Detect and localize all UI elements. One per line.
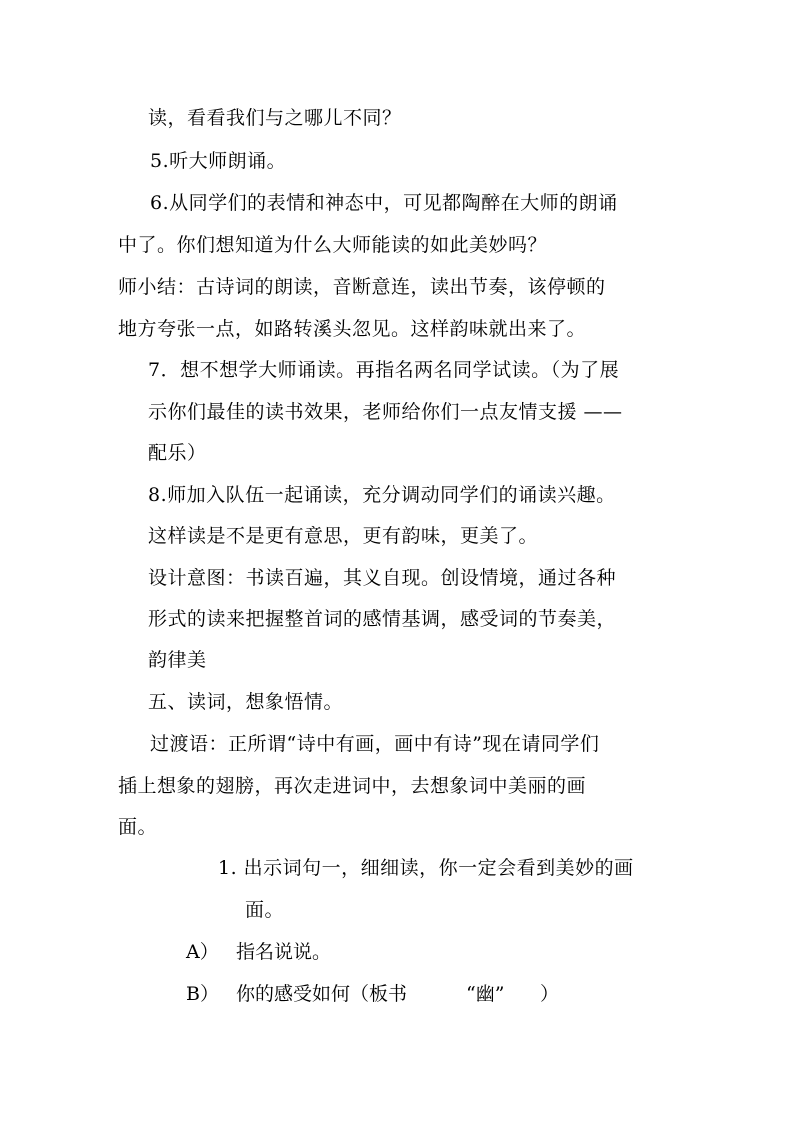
text-line-17: 插上想象的翅膀，再次走进词中，去想象词中美丽的画 [118,775,587,797]
text-line-12: 设计意图：书读百遍，其义自现。创设情境，通过各种 [148,567,617,589]
sub-item-b-close: ） [540,983,560,1005]
text-line-6: 地方夸张一点，如路转溪头忽见。这样韵味就出来了。 [118,318,587,340]
text-line-9: 配乐） [148,442,207,464]
text-line-11: 这样读是不是更有意思，更有韵味，更美了。 [148,525,539,547]
sub-item-a-marker: A） [186,941,219,963]
sub-item-a [186,940,219,964]
sub-item-b-marker: B） [186,983,219,1005]
text-line-1: 读，看看我们与之哪儿不同？ [148,107,402,129]
text-line-10: 8.师加入队伍一起诵读，充分调动同学们的诵读兴趣。 [148,484,616,506]
text-line-18: 面。 [118,816,158,838]
sub-item-a-text: 指名说说。 [236,941,332,963]
numbered-item-1: 1. 出示词句一，细细读，你一定会看到美妙的画 [218,857,634,879]
text-line-8: 示你们最佳的读书效果，老师给你们一点友情支援 —— [148,401,623,423]
text-line-14: 韵律美 [148,649,207,671]
text-line-16: 过渡语：正所谓“诗中有画，画中有诗”现在请同学们 [150,733,600,755]
numbered-item-1-cont: 面。 [245,899,285,921]
section-heading: 五、读词，想象悟情。 [148,691,344,713]
text-line-13: 形式的读来把握整首词的感情基调，感受词的节奏美， [148,608,617,630]
sub-item-b-quote: “幽” [466,983,505,1005]
sub-item-b-text: 你的感受如何（板书 [236,983,408,1005]
text-line-5: 师小结：古诗词的朗读，音断意连，读出节奏，该停顿的 [118,276,606,298]
text-line-4: 中了。你们想知道为什么大师能读的如此美妙吗？ [118,234,548,256]
text-line-3: 6.从同学们的表情和神态中，可见都陶醉在大师的朗诵 [150,192,618,214]
text-line-2: 5.听大师朗诵。 [150,150,287,172]
text-line-7: 7．想不想学大师诵读。再指名两名同学试读。（为了展 [148,359,620,381]
sub-item-b [186,982,219,1006]
